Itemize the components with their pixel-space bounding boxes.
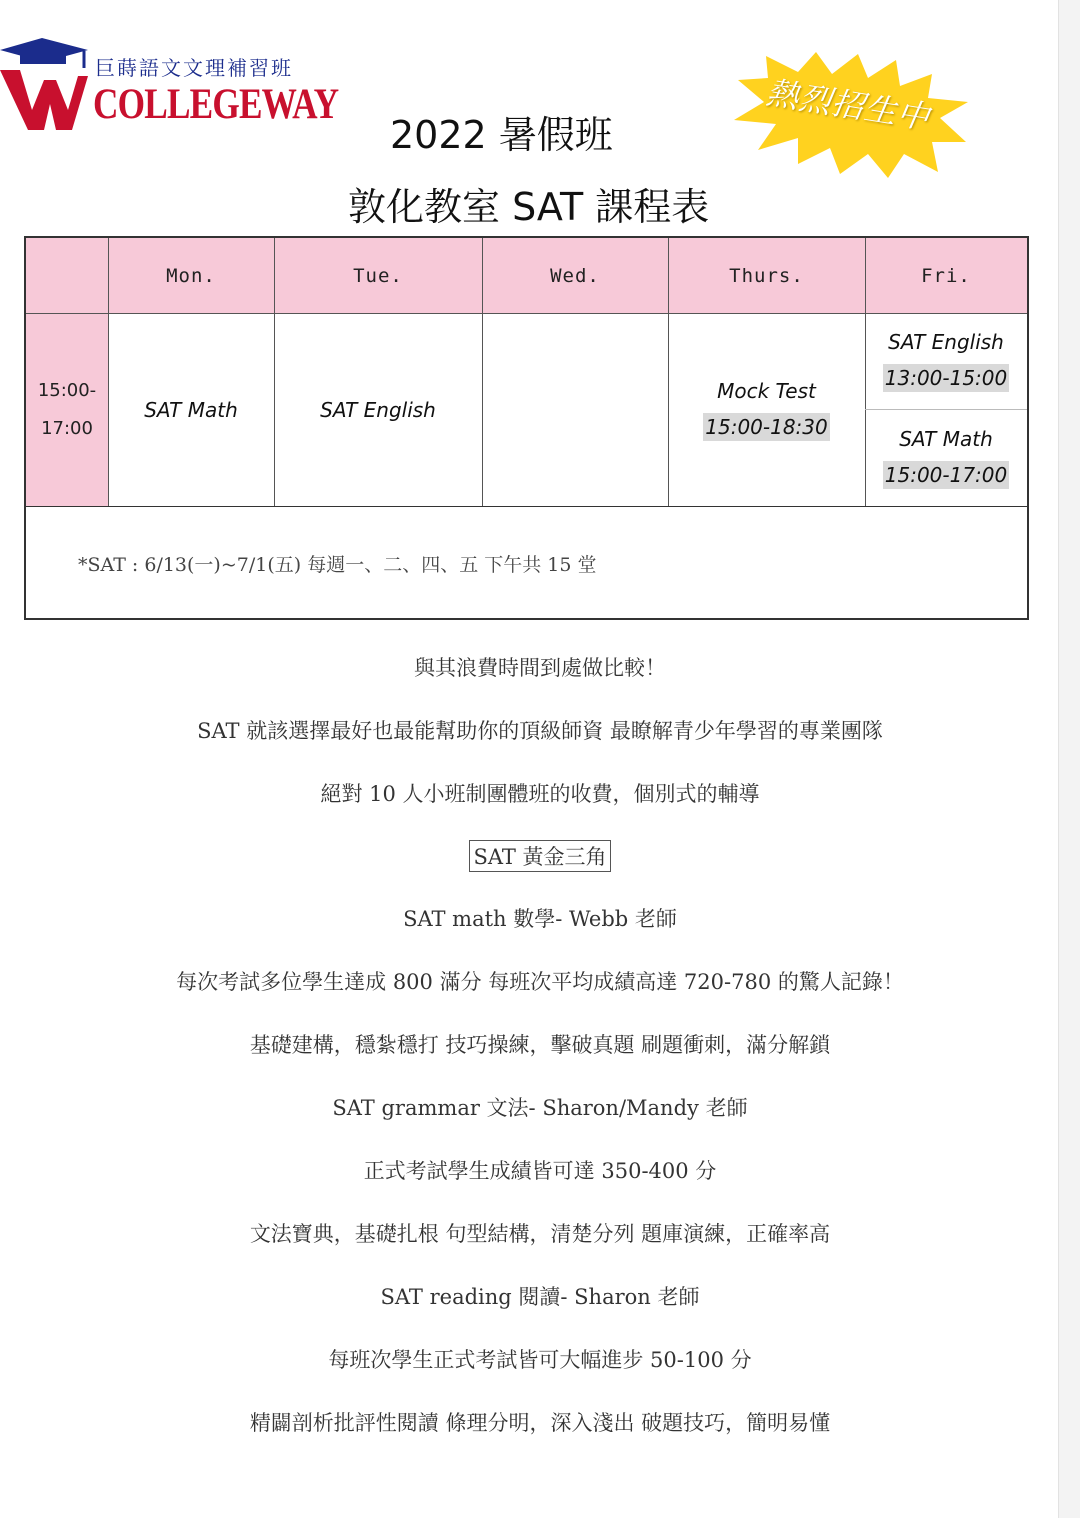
body-line: 絕對 10 人小班制團體班的收費，個別式的輔導: [320, 782, 760, 806]
grid-line: [865, 238, 866, 507]
header-mon: Mon.: [166, 264, 216, 287]
time-slot-label: [26, 313, 108, 507]
boxed-heading: SAT 黃金三角: [469, 840, 610, 872]
grid-line: [274, 238, 275, 507]
body-line: SAT grammar 文法- Sharon/Mandy 老師: [332, 1096, 748, 1120]
cell-mon: [108, 313, 274, 507]
body-line: 基礎建構，穩紮穩打 技巧操練，擊破真題 刷題衝刺，滿分解鎖: [249, 1033, 831, 1057]
badge-text: 熱烈招生中: [763, 73, 933, 137]
body-line: 正式考試學生成績皆可達 350-400 分: [363, 1159, 717, 1183]
class-name: SAT English: [888, 330, 1004, 354]
page-title-schedule: 敦化教室 SAT 課程表: [348, 185, 710, 229]
body-line: SAT math 數學- Webb 老師: [403, 907, 677, 931]
cell-thurs: [668, 313, 865, 507]
schedule-table: [24, 236, 1029, 620]
grid-line: [482, 238, 483, 507]
grid-line: [108, 238, 109, 507]
cell-tue: [274, 313, 482, 507]
class-time: 13:00-15:00: [884, 366, 1008, 390]
body-line: 精闢剖析批評性閱讀 條理分明，深入淺出 破題技巧，簡明易懂: [249, 1411, 831, 1435]
enrollment-badge: [728, 50, 978, 180]
grid-line: [865, 409, 1027, 410]
cell-fri-top: [865, 313, 1027, 409]
mortarboard-w-icon: [0, 32, 100, 142]
cell-wed: [482, 313, 668, 507]
body-line: 與其浪費時間到處做比較！: [414, 656, 666, 680]
header-fri: Fri.: [921, 264, 971, 287]
page-title-year: 2022 暑假班: [390, 113, 613, 157]
logo-english-name: COLLEGEWAY: [93, 81, 339, 128]
header-wed: Wed.: [550, 264, 600, 287]
time-end: 17:00: [41, 418, 93, 439]
header-thurs: Thurs.: [729, 264, 804, 287]
class-time: 15:00-18:30: [705, 415, 828, 439]
body-line: SAT reading 閱讀- Sharon 老師: [380, 1285, 700, 1309]
class-name: SAT English: [320, 398, 436, 422]
header-tue: Tue.: [353, 264, 403, 287]
schedule-note: *SAT : 6/13(一)~7/1(五) 每週一、二、四、五 下午共 15 堂: [78, 554, 597, 576]
body-line: SAT 就該選擇最好也最能幫助你的頂級師資 最瞭解青少年學習的專業團隊: [197, 719, 883, 743]
class-name: SAT Math: [899, 427, 993, 451]
time-start: 15:00-: [37, 380, 97, 401]
class-time: 15:00-17:00: [884, 463, 1008, 487]
class-name: SAT Math: [144, 398, 238, 422]
logo-chinese-name: 巨蒔語文文理補習班: [95, 56, 293, 80]
body-line: 每次考試多位學生達成 800 滿分 每班次平均成績高達 720-780 的驚人記錄！: [176, 970, 904, 994]
body-line: 每班次學生正式考試皆可大幅進步 50-100 分: [328, 1348, 752, 1372]
body-line: 文法寶典，基礎扎根 句型結構，清楚分列 題庫演練，正確率高: [249, 1222, 831, 1246]
class-name: Mock Test: [717, 379, 816, 403]
grid-line: [668, 238, 669, 507]
collegeway-logo: [0, 32, 340, 142]
grid-line: [26, 506, 1027, 507]
grid-line: [26, 313, 1027, 314]
cell-fri-bottom: [865, 409, 1027, 507]
golden-triangle-heading: [0, 840, 1080, 872]
